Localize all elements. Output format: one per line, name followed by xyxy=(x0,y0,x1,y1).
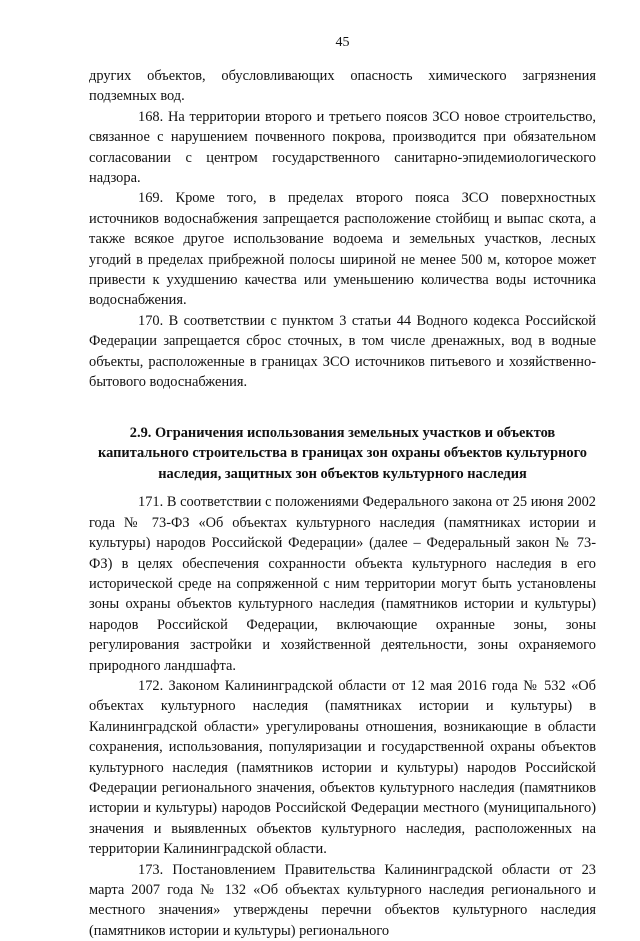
paragraph-173: 173. Постановлением Правительства Калининградской области от 23 марта 2007 года № 132 «Об объектах культурного наследия регионального и местного значения» утверждены перечни объектов культурного наследия (памятников истории и культуры) регионального xyxy=(89,861,596,939)
paragraph-168: 168. На территории второго и третьего поясов ЗСО новое строительство, связанное с нарушением почвенного покрова, производится при обязательном согласовании с центром государственного санитарно-эпидемиологического надзора. xyxy=(89,108,596,187)
document-page xyxy=(89,34,596,941)
paragraph-169: 169. Кроме того, в пределах второго пояса ЗСО поверхностных источников водоснабжения запрещается расположение стойбищ и выпас скота, а также всякое другое использование водоема и земельных участков, лесных угодий в пределах прибрежной полосы шириной не менее 500 м, которое может привести к ухудшению качества или уменьшению количества воды источника водоснабжения. xyxy=(89,190,596,309)
paragraph-172: 172. Законом Калининградской области от 12 мая 2016 года № 532 «Об объектах культурного наследия (памятниках истории и культуры) в Калининградской области» урегулированы отношения, возникающие в области сохранения, использования, популяризации и государственной охраны объектов культурного наследия (памятников истории и культуры) народов Российской Федерации регионального значения, объектов культурного наследия (памятников истории и культуры) народов Российской Федерации местного (муниципального) значения и выявленных объектов культурного наследия, расположенных на территории Калининградской области. xyxy=(89,677,596,858)
paragraph-171: 171. В соответствии с положениями Федерального закона от 25 июня 2002 года № 73-ФЗ «Об объектах культурного наследия (памятниках истории и культуры) народов Российской Федерации» (далее – Федеральный закон № 73-ФЗ) в целях обеспечения сохранности объекта культурного наследия в его исторической среде на сопряженной с ним территории могут быть установлены зоны охраны объектов культурного наследия (памятников истории и культуры) народов Российской Федерации, включающие охранные зоны, зоны регулирования застройки и хозяйственной деятельности, зоны охраняемого природного ландшафта. xyxy=(89,494,596,674)
paragraph-continuation: других объектов, обусловливающих опасность химического загрязнения подземных вод. xyxy=(89,68,596,105)
paragraph-170: 170. В соответствии с пунктом 3 статьи 44 Водного кодекса Российской Федерации запрещается сброс сточных, в том числе дренажных, вод в водные объекты, расположенные в границах ЗСО источников питьевого и хозяйственно-бытового водоснабжения. xyxy=(89,312,596,391)
page-number: 45 xyxy=(335,35,350,50)
section-heading: 2.9. Ограничения использования земельных участков и объектов капитального строительства в границах зон охраны объектов культурного наследия, защитных зон объектов культурного наследия xyxy=(98,424,587,482)
